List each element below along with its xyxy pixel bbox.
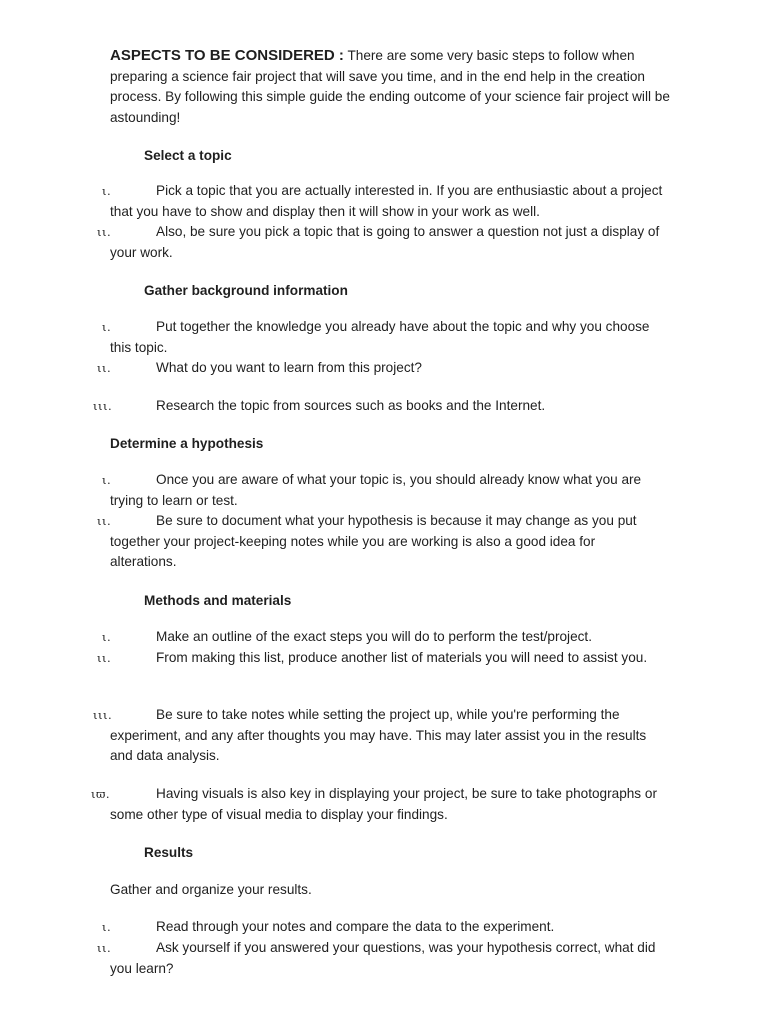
list-item-number: ιι. — [97, 361, 112, 375]
list-item-number: ιι. — [97, 514, 112, 528]
list-item-number: ιιι. — [93, 708, 113, 722]
list-item-text: Pick a topic that you are actually interested in. If you are enthusiastic about a project that you have to show and display then it will show in your work as well. — [110, 183, 663, 219]
list-item-text: Put together the knowledge you already have about the topic and why you choose this topic. — [110, 319, 650, 355]
list-item-text: Also, be sure you pick a topic that is going to answer a question not just a display of your work. — [110, 224, 660, 260]
intro-text: There are some very basic steps to follow when preparing a science fair project that will save you time, and in the end help in the creation process. By following this simple guide the ending outcome of your science fair project will be astounding! — [110, 48, 670, 125]
list-item-text: Ask yourself if you answered your questions, was your hypothesis correct, what did you learn? — [110, 940, 656, 976]
list-item-number: ιι. — [97, 225, 112, 239]
section-heading-results: Results — [144, 845, 194, 860]
list-item-number: ι. — [102, 473, 112, 487]
list-item-number: ιι. — [97, 651, 112, 665]
list-item-number: ι. — [102, 184, 112, 198]
list-item-number: ιι. — [97, 941, 112, 955]
list-item-number: ιιι. — [93, 399, 113, 413]
list-item-text: Having visuals is also key in displaying your project, be sure to take photographs or some other type of visual media to display your findings. — [110, 786, 657, 822]
section-heading-methods: Methods and materials — [144, 593, 292, 608]
list-item-text: Read through your notes and compare the data to the experiment. — [156, 919, 555, 934]
list-item-number: ι. — [102, 630, 112, 644]
list-item-text: What do you want to learn from this project? — [156, 360, 422, 375]
list-item-text: Be sure to take notes while setting the project up, while you're performing the experiment, and any after thoughts you may have. This may later assist you in the results and data analysis. — [110, 707, 647, 763]
list-item-number: ι. — [102, 320, 112, 334]
intro-paragraph — [110, 46, 670, 128]
section-heading-background: Gather background information — [144, 283, 348, 298]
intro-lead: ASPECTS TO BE CONSIDERED : — [110, 47, 344, 64]
list-item-text: Be sure to document what your hypothesis is because it may change as you put together your project-keeping notes while you are working is also a good idea for alterations. — [110, 513, 637, 569]
list-item-number: ιϖ. — [91, 787, 111, 801]
list-item-text: From making this list, produce another list of materials you will need to assist you. — [156, 650, 648, 665]
results-intro: Gather and organize your results. — [110, 882, 312, 897]
section-heading-hypothesis: Determine a hypothesis — [110, 436, 264, 451]
list-item-text: Research the topic from sources such as books and the Internet. — [156, 398, 546, 413]
section-heading-topic: Select a topic — [144, 148, 232, 163]
list-item-text: Once you are aware of what your topic is, you should already know what you are trying to learn or test. — [110, 472, 642, 508]
list-item-text: Make an outline of the exact steps you will do to perform the test/project. — [156, 629, 592, 644]
list-item-number: ι. — [102, 920, 112, 934]
